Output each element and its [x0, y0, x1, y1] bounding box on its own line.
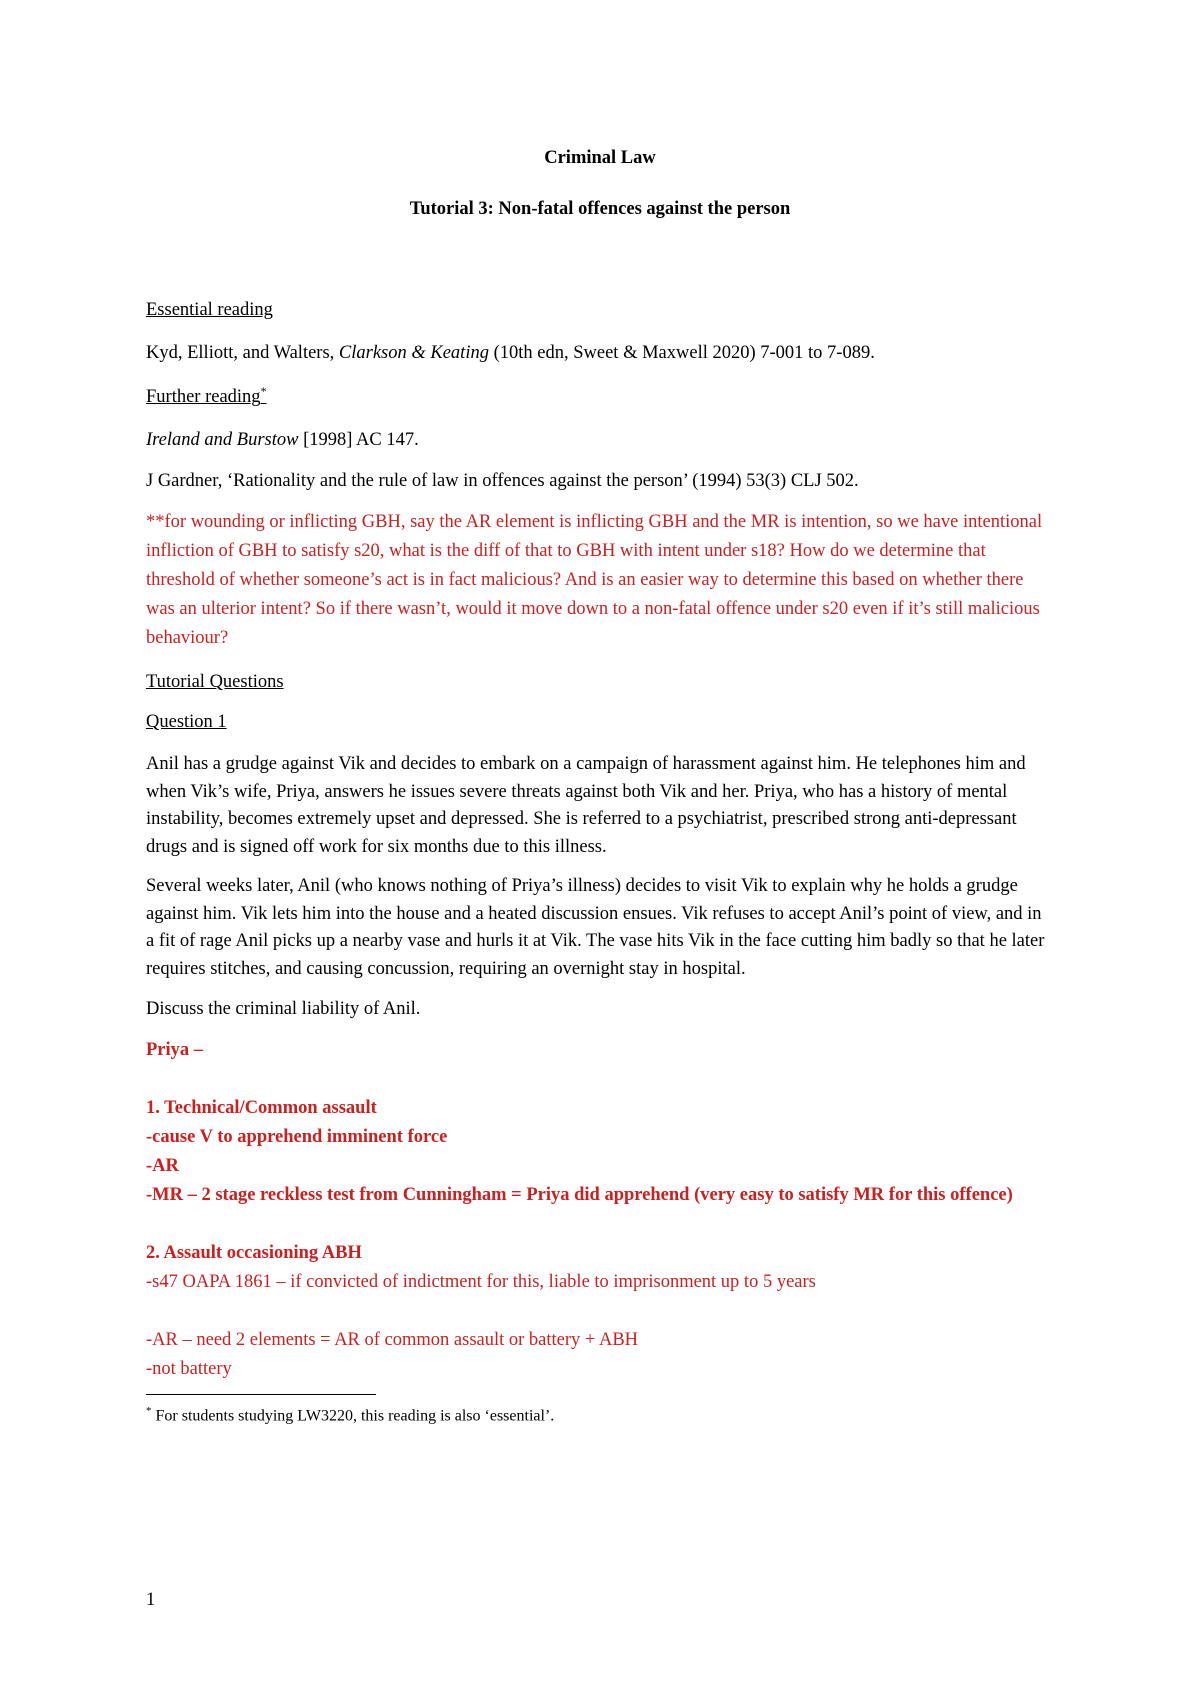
footnote: * For students studying LW3220, this reading is also ‘essential’.: [146, 1405, 555, 1425]
footnote-marker-bottom: *: [146, 1405, 152, 1418]
answer-priya-label: Priya –: [146, 1040, 204, 1061]
document-subtitle: Tutorial 3: Non-fatal offences against the person: [409, 199, 791, 219]
essential-reading-entry: Kyd, Elliott, and Walters, Clarkson & Keating (10th edn, Sweet & Maxwell 2020) 7-001 to 7-089.: [146, 343, 875, 363]
answer-section-2-line-3: -not battery: [146, 1359, 232, 1380]
question-1-paragraph-1: Anil has a grudge against Vik and decides to embark on a campaign of harassment against him. He telephones him and when Vik’s wife, Priya, answers he issues severe threats against both Vik and her. Priya, who has a history of mental instability, becomes extremely upset and depressed. She is referred to a psychiatrist, prescribed strong anti-depressant drugs and is signed off work for six months due to this illness.: [146, 754, 1026, 857]
answer-section-2-line-1: -s47 OAPA 1861 – if convicted of indictment for this, liable to imprisonment up to 5 years: [146, 1272, 816, 1293]
answer-section-1-line-3: -MR – 2 stage reckless test from Cunningham = Priya did apprehend (very easy to satisfy MR for this offence): [146, 1185, 1013, 1206]
case-name: Ireland and Burstow: [146, 430, 299, 451]
footnote-separator: [146, 1394, 376, 1395]
further-reading-case: Ireland and Burstow [1998] AC 147.: [146, 430, 419, 451]
document-title: Criminal Law: [544, 148, 656, 168]
student-annotation: **for wounding or inflicting GBH, say the AR element is inflicting GBH and the MR is intention, so we have intentional infliction of GBH to satisfy s20, what is the diff of that to GBH with intent under s18? How do we determine that threshold of whether someone’s act is in fact malicious? And is an easier way to determine this based on whether there was an ulterior intent? So if there wasn’t, would it move down to a non-fatal offence under s20 even if it’s still malicious behaviour?: [146, 512, 1043, 649]
answer-section-1-title: 1. Technical/Common assault: [146, 1098, 377, 1119]
footnote-marker[interactable]: *: [260, 384, 267, 398]
book-title: Clarkson & Keating: [338, 343, 489, 363]
answer-section-1-line-2: -AR: [146, 1156, 179, 1177]
question-1-heading: Question 1: [146, 712, 227, 733]
essential-reading-heading: Essential reading: [146, 300, 273, 320]
answer-section-2-title: 2. Assault occasioning ABH: [146, 1243, 362, 1264]
further-reading-heading: Further reading*: [146, 384, 267, 408]
question-1-paragraph-2: Several weeks later, Anil (who knows nothing of Priya’s illness) decides to visit Vik to explain why he holds a grudge against him. Vik lets him into the house and a heated discussion ensues. Vik refuses to accept Anil’s point of view, and in a fit of rage Anil picks up a nearby vase and hurls it at Vik. The vase hits Vik in the face cutting him badly so that he later requires stitches, and causing concussion, requiring an overnight stay in hospital.: [146, 876, 1045, 979]
answer-section-2-line-2: -AR – need 2 elements = AR of common assault or battery + ABH: [146, 1330, 639, 1351]
tutorial-questions-heading: Tutorial Questions: [146, 672, 284, 693]
page-number: 1: [146, 1590, 156, 1610]
further-reading-article: J Gardner, ‘Rationality and the rule of law in offences against the person’ (1994) 53(3) CLJ 502.: [146, 471, 859, 492]
question-1-prompt: Discuss the criminal liability of Anil.: [146, 999, 421, 1020]
answer-section-1-line-1: -cause V to apprehend imminent force: [146, 1127, 448, 1148]
